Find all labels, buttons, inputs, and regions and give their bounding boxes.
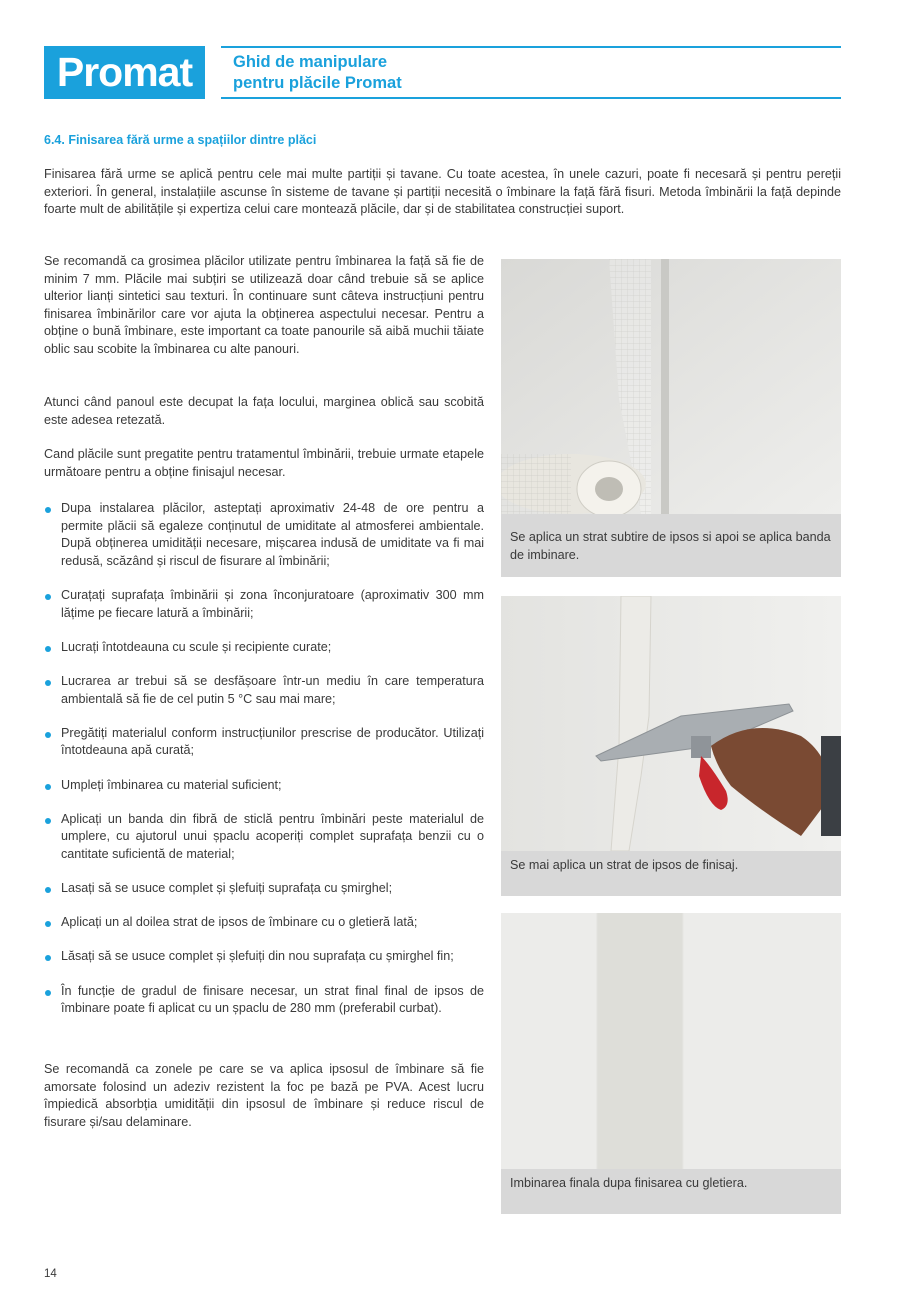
- photo-finishing-coat: [501, 596, 841, 851]
- list-item: Dupa instalarea plăcilor, asteptați aproximativ 24-48 de ore pentru a permite plăcii să egaleze conținutul de umiditate al atmosferei ambientale. După obținerea umidității necesare, mișcarea indusă de umiditate va fi mai redusă, scăzând și riscul de fisurare al îmbinării;: [44, 500, 484, 570]
- bullet-icon: [45, 887, 51, 893]
- photo-joint-tape: [501, 259, 841, 514]
- title-line-2: pentru plăcile Promat: [233, 74, 402, 92]
- photo-final-joint: [501, 913, 841, 1169]
- list-item: Lasați să se usuce complet și șlefuiți suprafața cu șmirghel;: [44, 880, 484, 898]
- bullet-icon: [45, 784, 51, 790]
- list-item: Lucrarea ar trebui să se desfășoare într-un mediu în care temperatura ambientală să fie de cel putin 5 °C sau mai mare;: [44, 673, 484, 708]
- bullet-icon: [45, 732, 51, 738]
- list-item: Umpleți îmbinarea cu material suficient;: [44, 777, 484, 795]
- figure-final-joint: [501, 913, 841, 1214]
- bullet-icon: [45, 594, 51, 600]
- list-item: Lucrați întotdeauna cu scule și recipiente curate;: [44, 639, 484, 657]
- list-item: Curațați suprafața îmbinării și zona înconjuratoare (aproximativ 300 mm lățime pe fiecare latură a îmbinării;: [44, 587, 484, 622]
- figure-joint-tape: [501, 259, 841, 577]
- bullet-icon: [45, 921, 51, 927]
- steps-list: [44, 500, 484, 1034]
- list-item: Pregătiți materialul conform instrucțiunilor prescrise de producător. Utilizați întotdeauna apă curată;: [44, 725, 484, 760]
- bullet-icon: [45, 680, 51, 686]
- bullet-icon: [45, 955, 51, 961]
- figure-finishing-coat: [501, 596, 841, 896]
- paragraph-steps-intro: Cand plăcile sunt pregatite pentru tratamentul îmbinării, trebuie urmate etapele următoare pentru a obține finisajul necesar.: [44, 447, 484, 479]
- list-item: Aplicați un banda din fibră de sticlă pentru îmbinări peste materialul de umplere, cu ajutorul unui șpaclu acoperiți complet suprafața benzii cu o cantitate suficientă de material;: [44, 811, 484, 864]
- intro-paragraph: Finisarea fără urme se aplică pentru cele mai multe partiții și tavane. Cu toate acestea, în unele cazuri, poate fi necesară și pentru pereții exteriori. În general, instalațiile ascunse în sisteme de tavane și partiții necesită o îmbinare la față fără fisuri. Metoda îmbinării la față depinde foarte mult de abilitățile și expertiza celui care montează plăcile, dar și de stabilitatea construcției suport.: [44, 167, 841, 217]
- bullet-icon: [45, 990, 51, 996]
- figure-caption: Imbinarea finala dupa finisarea cu gletiera.: [510, 1176, 748, 1190]
- promat-logo: Promat: [44, 46, 205, 99]
- header-rule-top: [221, 46, 841, 48]
- header-rule-bottom: [221, 97, 841, 99]
- bullet-icon: [45, 646, 51, 652]
- bullet-icon: [45, 818, 51, 824]
- figure-caption: Se mai aplica un strat de ipsos de finisaj.: [510, 858, 739, 872]
- title-line-1: Ghid de manipulare: [233, 53, 388, 71]
- list-item: Aplicați un al doilea strat de ipsos de îmbinare cu o gletieră lată;: [44, 914, 484, 932]
- document-title: [233, 52, 793, 94]
- page-number: 14: [44, 1268, 57, 1280]
- list-item: În funcție de gradul de finisare necesar, un strat final final de ipsos de îmbinare poate fi aplicat cu un șpaclu de 280 mm (preferabil curbat).: [44, 983, 484, 1018]
- figure-caption: Se aplica un strat subtire de ipsos si apoi se aplica banda de imbinare.: [510, 530, 831, 562]
- paragraph-primer: Se recomandă ca zonele pe care se va aplica ipsosul de îmbinare să fie amorsate folosind un adeziv rezistent la foc pe bază pe PVA. Acest lucru împiedică absorbția umidității din ipsosul de îmbinare și reduce riscul de fisurare și/sau delaminare.: [44, 1062, 484, 1129]
- bullet-icon: [45, 507, 51, 513]
- paragraph-thickness: Se recomandă ca grosimea plăcilor utilizate pentru îmbinarea la față să fie de minim 7 mm. Plăcile mai subțiri se utilizează doar când trebuie să se aplice ulterior lianți sintetici sau texturi. În continuare sunt câteva instrucțiuni pentru finisarea îmbinărilor care vor ajuta la obținerea aspectului necesar. Pentru a obține o bună îmbinare, este important ca toate panourile să aibă muchii tăiate oblic sau scobite la îmbinarea cu alte panouri.: [44, 254, 484, 356]
- list-item: Lăsați să se usuce complet și șlefuiți din nou suprafața cu șmirghel fin;: [44, 948, 484, 966]
- paragraph-cut-edge: Atunci când panoul este decupat la fața locului, marginea oblică sau scobită este adesea retezată.: [44, 395, 484, 427]
- section-heading: 6.4. Finisarea fără urme a spațiilor dintre plăci: [44, 133, 317, 147]
